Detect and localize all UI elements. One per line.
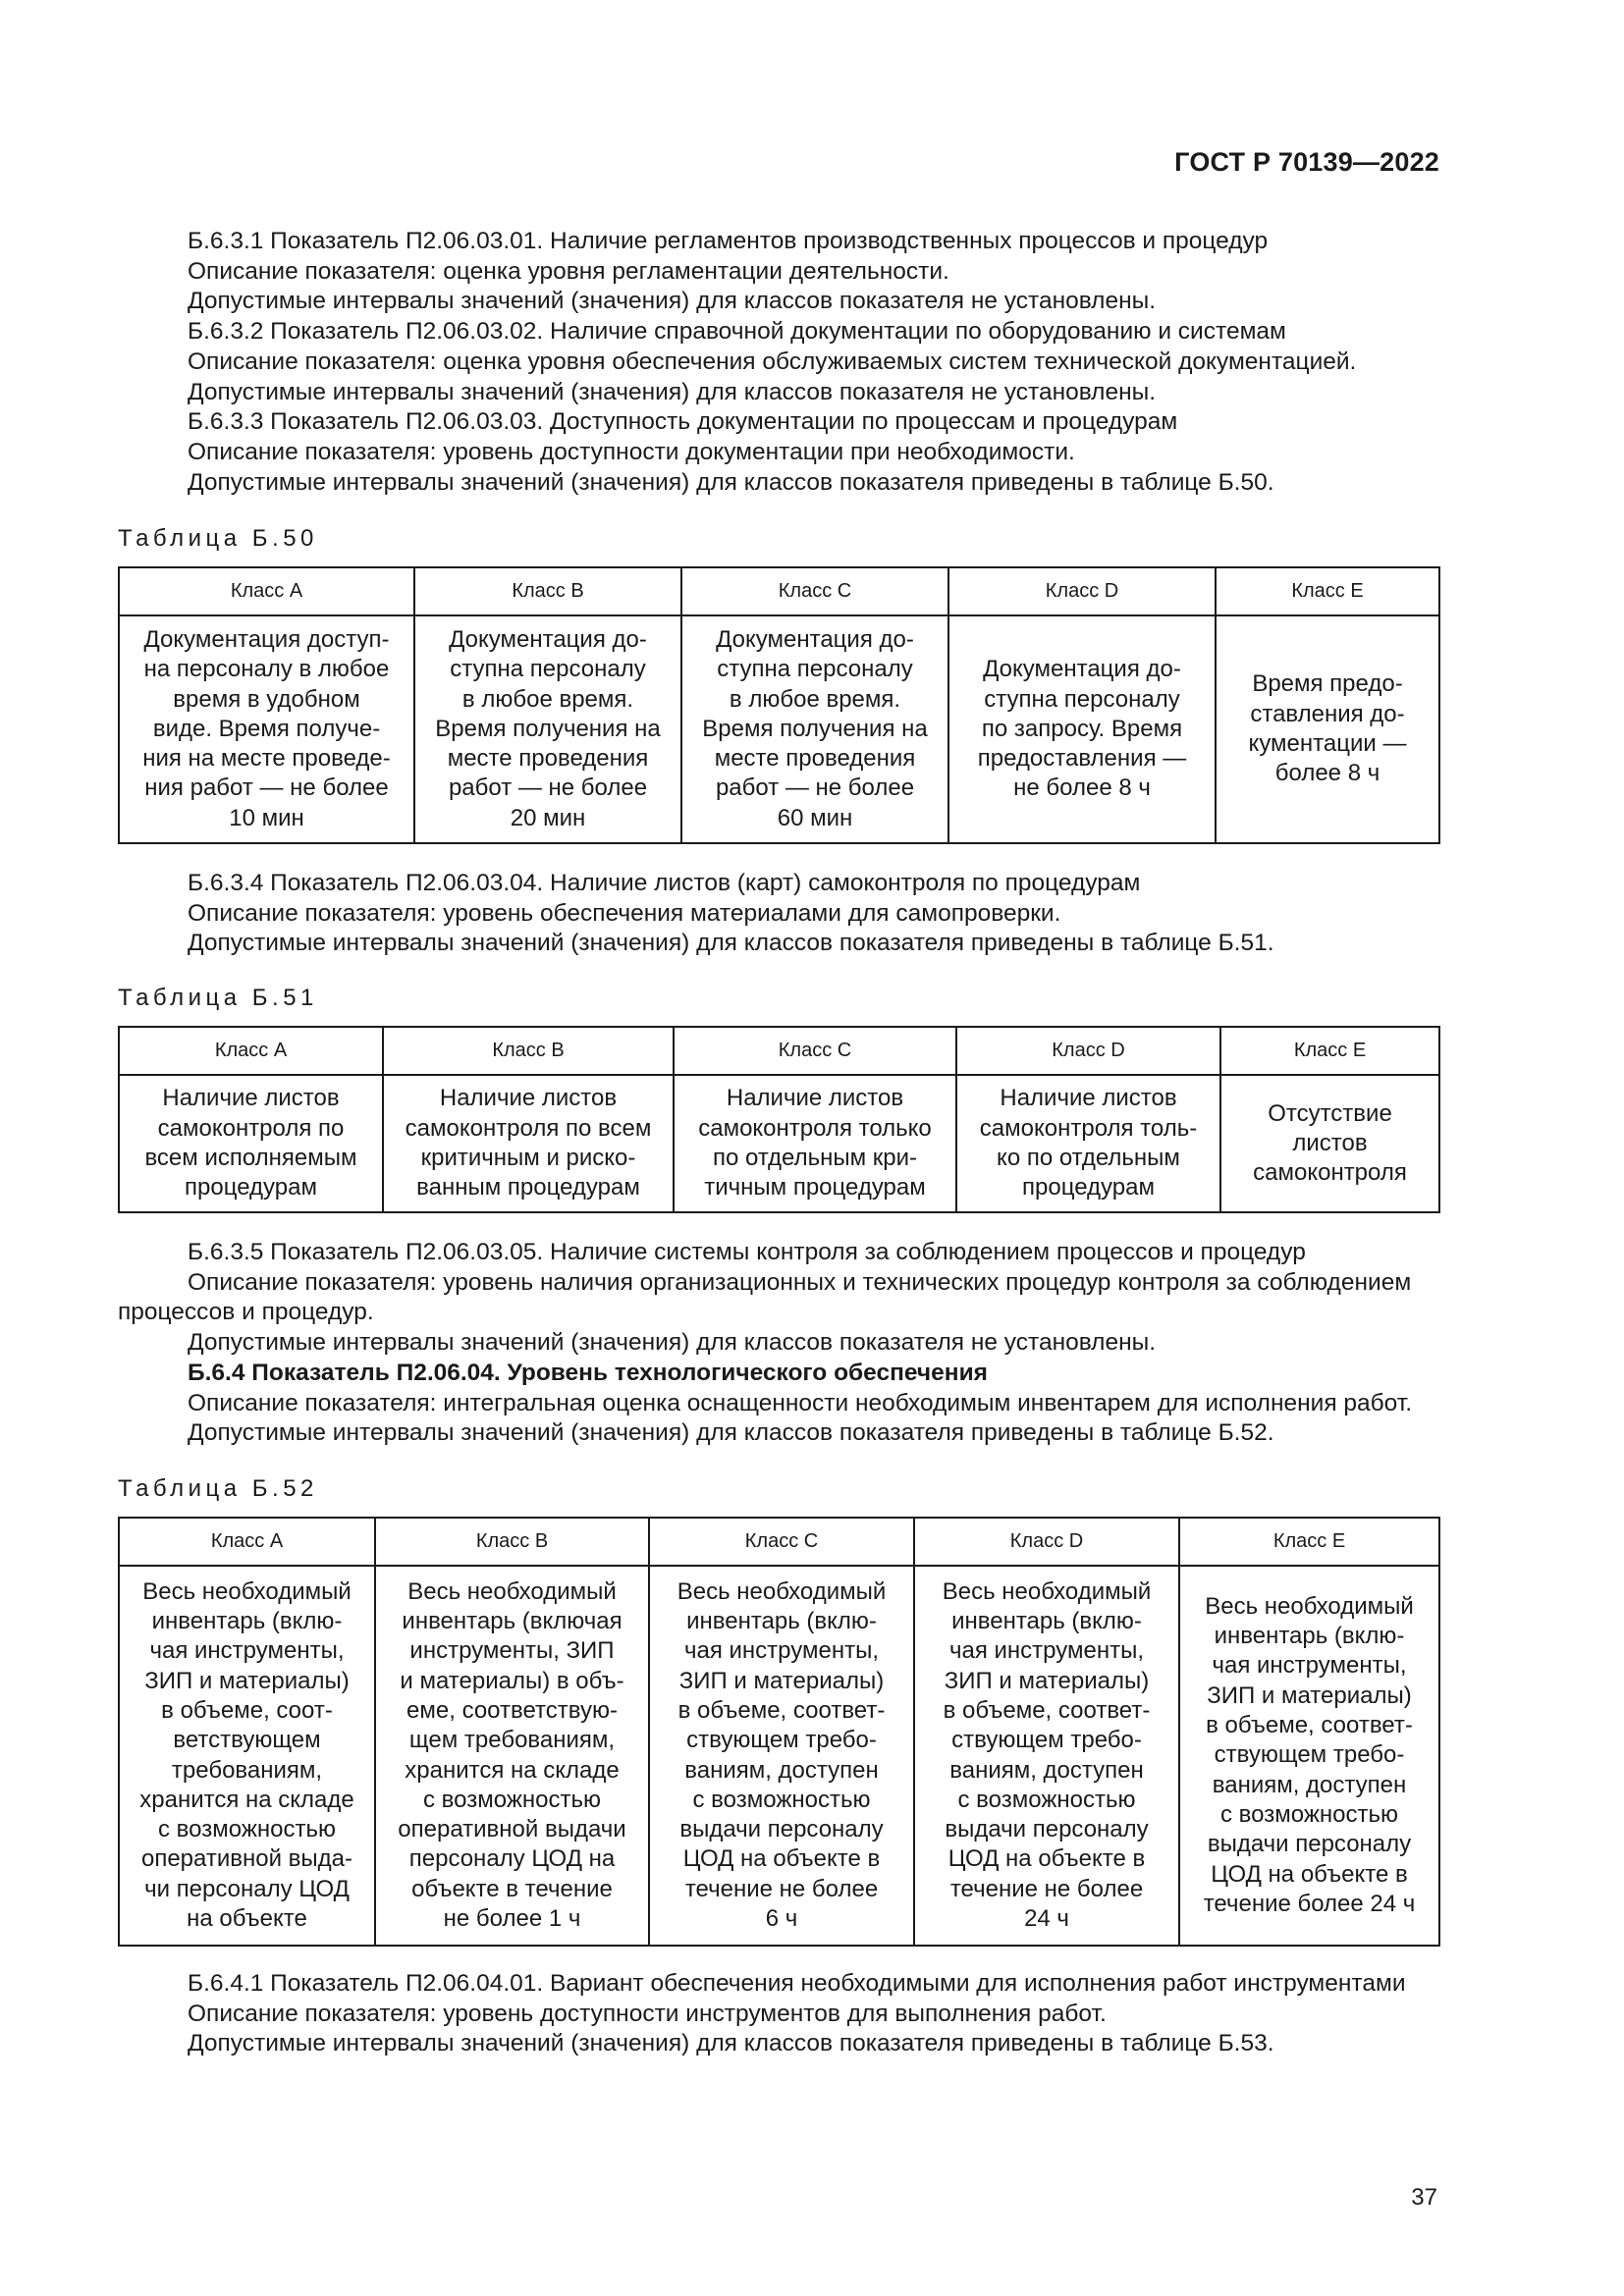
- table-cell: Время предо- ставления до- кументации — более 8 ч: [1216, 615, 1439, 843]
- table-b51-caption: Таблица Б.51: [118, 985, 318, 1011]
- table-cell: Документация до- ступна персоналу по запросу. Время предоставления — не более 8 ч: [948, 615, 1216, 843]
- table-cell: Документация до- ступна персоналу в любое время. Время получения на месте проведения работ — не более 20 мин: [414, 615, 681, 843]
- column-header: Класс B: [375, 1518, 649, 1566]
- table-cell: Наличие листов самоконтроля только по отдельным кри- тичным процедурам: [674, 1075, 956, 1212]
- table-row: [119, 1566, 1439, 1946]
- column-header: Класс E: [1179, 1518, 1439, 1566]
- table-cell: Весь необходимый инвентарь (включая инструменты, ЗИП и материалы) в объ- еме, соответствую- щем требованиям, хранится на складе с возможностью оперативной выдачи персоналу ЦОД на объекте в течение не более 1 ч: [375, 1566, 649, 1946]
- table-cell: Документация до- ступна персоналу в любое время. Время получения на месте проведения работ — не более 60 мин: [681, 615, 948, 843]
- paragraph: Описание показателя: интегральная оценка оснащенности необходимым инвентарем для исполнения работ.: [188, 1389, 1413, 1416]
- paragraph: Описание показателя: уровень доступности документации при необходимости.: [188, 438, 1075, 465]
- section-b634: [118, 869, 1438, 959]
- column-header: Класс D: [948, 567, 1216, 615]
- paragraph: Описание показателя: уровень наличия организационных и технических процедур контроля за соблюдением процессов и процедур.: [118, 1268, 1412, 1326]
- paragraph: Описание показателя: уровень обеспечения материалами для самопроверки.: [188, 899, 1061, 927]
- paragraph: Б.6.4.1 Показатель П2.06.04.01. Вариант обеспечения необходимыми для исполнения работ инструментами: [188, 1970, 1406, 1997]
- paragraph: Б.6.3.3 Показатель П2.06.03.03. Доступность документации по процессам и процедурам: [188, 408, 1178, 436]
- table-cell: Весь необходимый инвентарь (вклю- чая инструменты, ЗИП и материалы) в объеме, соответ- ствующем требо- ваниям, доступен с возможностью выдачи персоналу ЦОД на объекте в течение не более 6 ч: [649, 1566, 914, 1946]
- table-cell: Отсутствие листов самоконтроля: [1220, 1075, 1439, 1212]
- paragraph: Б.6.3.5 Показатель П2.06.03.05. Наличие системы контроля за соблюдением процессов и процедур: [188, 1239, 1306, 1265]
- section-b631-b633: [118, 227, 1438, 498]
- page-number: 37: [1411, 2184, 1437, 2211]
- column-header: Класс E: [1216, 567, 1439, 615]
- table-b51: [118, 1026, 1440, 1213]
- section-heading: Б.6.4 Показатель П2.06.04. Уровень технологического обеспечения: [188, 1359, 988, 1386]
- table-cell: Наличие листов самоконтроля толь- ко по отдельным процедурам: [956, 1075, 1220, 1212]
- paragraph: Допустимые интервалы значений (значения) для классов показателя приведены в таблице Б.52.: [188, 1419, 1274, 1447]
- column-header: Класс B: [414, 567, 681, 615]
- table-b50-caption: Таблица Б.50: [118, 525, 318, 552]
- paragraph: Б.6.3.4 Показатель П2.06.03.04. Наличие листов (карт) самоконтроля по процедурам: [188, 870, 1141, 896]
- column-header: Класс B: [383, 1027, 674, 1075]
- table-header-row: [119, 567, 1439, 615]
- paragraph: Допустимые интервалы значений (значения) для классов показателя не установлены.: [188, 1329, 1157, 1357]
- paragraph: Описание показателя: оценка уровня обеспечения обслуживаемых систем технической документацией.: [188, 347, 1357, 375]
- column-header: Класс D: [956, 1027, 1220, 1075]
- table-row: [119, 1075, 1439, 1212]
- paragraph: Допустимые интервалы значений (значения) для классов показателя приведены в таблице Б.53.: [188, 2030, 1274, 2057]
- section-b641: [118, 1969, 1438, 2059]
- table-cell: Документация доступ- на персоналу в любое время в удобном виде. Время получе- ния на месте проведе- ния работ — не более 10 мин: [119, 615, 414, 843]
- table-cell: Весь необходимый инвентарь (вклю- чая инструменты, ЗИП и материалы) в объеме, соот- ветствующем требованиям, хранится на складе с возможностью оперативной выда- чи персоналу ЦОД на объекте: [119, 1566, 375, 1946]
- table-b52-caption: Таблица Б.52: [118, 1475, 318, 1502]
- paragraph: Б.6.3.2 Показатель П2.06.03.02. Наличие справочной документации по оборудованию и системам: [188, 318, 1286, 346]
- paragraph: Описание показателя: уровень доступности инструментов для выполнения работ.: [188, 2000, 1107, 2027]
- document-id: ГОСТ Р 70139—2022: [1174, 147, 1439, 177]
- column-header: Класс A: [119, 1027, 383, 1075]
- column-header: Класс C: [649, 1518, 914, 1566]
- column-header: Класс A: [119, 567, 414, 615]
- column-header: Класс E: [1220, 1027, 1439, 1075]
- table-cell: Наличие листов самоконтроля по всем исполняемым процедурам: [119, 1075, 383, 1212]
- table-b52: [118, 1517, 1440, 1947]
- table-cell: Наличие листов самоконтроля по всем критичным и риско- ванным процедурам: [383, 1075, 674, 1212]
- table-b50: [118, 566, 1440, 844]
- table-header-row: [119, 1518, 1439, 1566]
- table-cell: Весь необходимый инвентарь (вклю- чая инструменты, ЗИП и материалы) в объеме, соответ- ствующем требо- ваниям, доступен с возможностью выдачи персоналу ЦОД на объекте в течение более 24 ч: [1179, 1566, 1439, 1946]
- section-b635-b64: [118, 1238, 1438, 1449]
- paragraph: Допустимые интервалы значений (значения) для классов показателя не установлены.: [188, 378, 1157, 405]
- paragraph: Описание показателя: оценка уровня регламентации деятельности.: [188, 257, 949, 285]
- paragraph: Допустимые интервалы значений (значения) для классов показателя приведены в таблице Б.51.: [188, 930, 1274, 957]
- table-row: [119, 615, 1439, 843]
- column-header: Класс A: [119, 1518, 375, 1566]
- column-header: Класс C: [674, 1027, 956, 1075]
- column-header: Класс D: [914, 1518, 1179, 1566]
- table-cell: Весь необходимый инвентарь (вклю- чая инструменты, ЗИП и материалы) в объеме, соответ- ствующем требо- ваниям, доступен с возможностью выдачи персоналу ЦОД на объекте в течение не более 24 ч: [914, 1566, 1179, 1946]
- column-header: Класс C: [681, 567, 948, 615]
- paragraph: Допустимые интервалы значений (значения) для классов показателя приведены в таблице Б.50.: [188, 468, 1274, 496]
- paragraph: Б.6.3.1 Показатель П2.06.03.01. Наличие регламентов производственных процессов и процедур: [188, 228, 1269, 254]
- table-header-row: [119, 1027, 1439, 1075]
- paragraph: Допустимые интервалы значений (значения) для классов показателя не установлены.: [188, 288, 1157, 315]
